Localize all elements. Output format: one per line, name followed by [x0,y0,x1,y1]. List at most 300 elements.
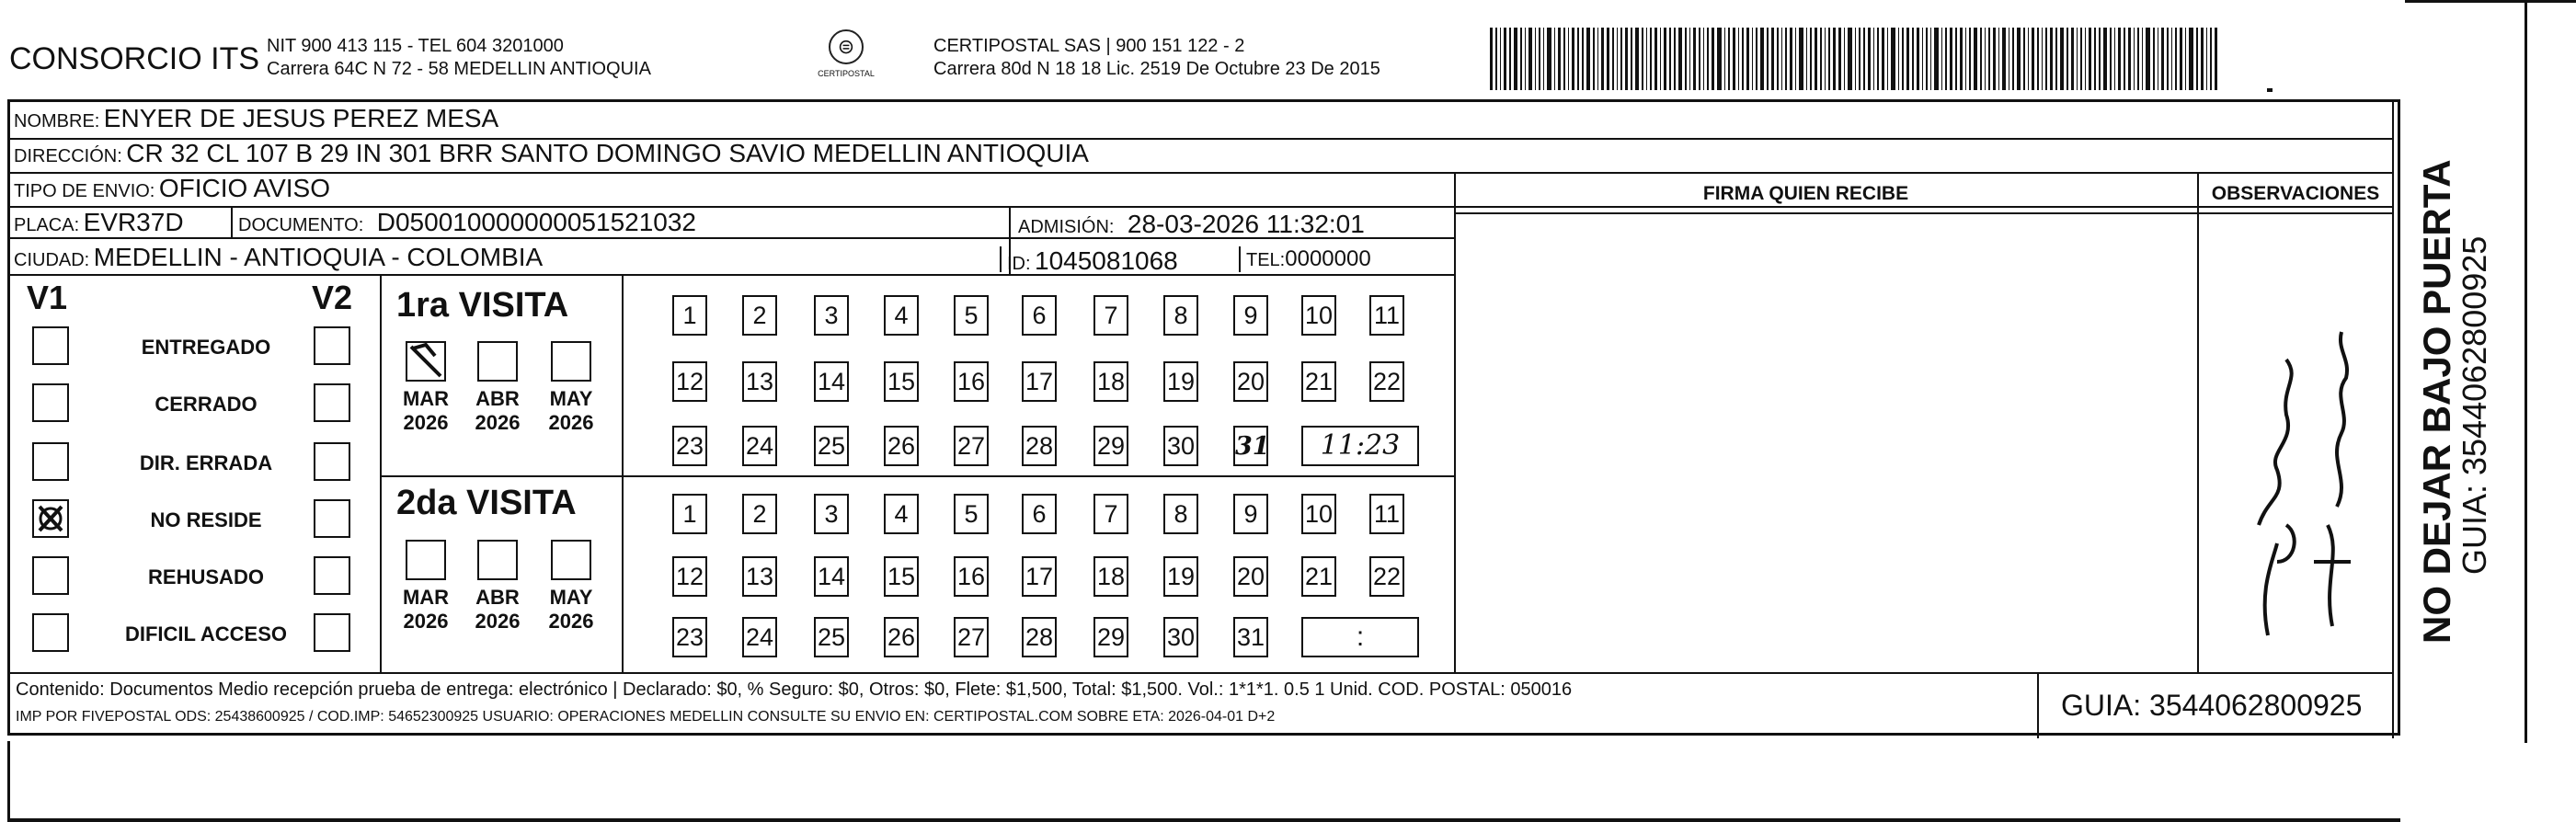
barcode-bar [2032,28,2034,90]
barcode-bar [1863,28,1865,90]
barcode-bar [1520,28,1522,90]
month-name: ABR [475,387,520,410]
day-box[interactable]: 18 [1093,361,1128,402]
barcode-bar [1767,28,1769,90]
barcode-bar [1998,28,2000,90]
month-name: MAY [549,586,593,609]
barcode-bar [2002,28,2005,90]
day-box[interactable]: 14 [814,556,849,597]
month-year: 2026 [548,610,594,633]
month-label [470,387,525,435]
barcode [1490,28,2220,90]
day-box[interactable]: 5 [954,494,989,534]
barcode-bar [2042,28,2044,90]
day-box[interactable]: 17 [1022,361,1057,402]
barcode-bar [1960,28,1963,90]
day-box[interactable]: 8 [1163,295,1198,336]
barcode-bar [1712,28,1714,90]
barcode-bar [1646,28,1648,90]
status-label: CERRADO [155,393,258,416]
direccion-label: DIRECCIÓN: [14,146,122,166]
v2-checkbox[interactable] [314,613,350,652]
row-divider [10,672,2392,674]
month-year: 2026 [475,411,521,434]
day-box[interactable]: 1 [672,295,707,336]
ciudad-label: CIUDAD: [14,250,90,270]
status-label: DIR. ERRADA [139,451,273,474]
barcode-bar [1912,28,1914,90]
first-visit-time[interactable] [1301,426,1419,466]
guia-vertical: GUIA: 3544062800925 [2456,235,2493,575]
day-box[interactable]: 22 [1369,361,1404,402]
day-box[interactable]: 8 [1163,494,1198,534]
barcode-bar [1917,28,1919,90]
col-divider [622,274,624,672]
barcode-bar [1504,28,1506,90]
ciudad-value: MEDELLIN - ANTIOQUIA - COLOMBIA [93,243,544,271]
month-label [398,586,453,634]
v1-checkbox[interactable] [32,613,69,652]
barcode-bar [2137,28,2139,90]
barcode-bar [1868,28,1871,90]
placa-value: EVR37D [83,208,184,236]
day-box[interactable]: 14 [814,361,849,402]
barcode-bar [2103,28,2108,90]
barcode-bar [1568,28,1570,90]
row-divider [10,274,1454,276]
barcode-bar [2171,28,2173,90]
barcode-bar [1955,28,1957,90]
barcode-bar [1539,28,1540,90]
month-checkbox[interactable] [551,341,591,382]
day-box[interactable]: 29 [1093,426,1128,466]
barcode-bar [1620,28,1622,90]
id-cell [1000,246,1178,275]
second-visit-title: 2da VISITA [396,484,577,522]
barcode-bar [1760,28,1765,90]
day-box[interactable]: 12 [672,361,707,402]
barcode-bar [1664,28,1666,90]
col-divider [380,274,382,672]
day-box[interactable]: 25 [814,617,849,657]
barcode-bar [1525,28,1527,90]
barcode-bar [2124,28,2125,90]
footer-line-1: Contenido: Documentos Medio recepción prueba de entrega: electrónico | Declarado: $0, % Seguro: $0, Otros: $0, Flete: $1,500, Total: $1,500. Vol.: 1*1*1. 0.5 1 Unid. COD. POSTAL: 050016 [16,679,1573,700]
barcode-bar [1728,28,1730,90]
second-visit-time[interactable]: : [1301,617,1419,657]
status-label: REHUSADO [148,565,264,588]
tipo-value: OFICIO AVISO [158,174,330,202]
day-box[interactable]: 31 [1233,617,1268,657]
id-value: 1045081068 [1035,246,1178,275]
day-box[interactable]: 5 [954,295,989,336]
barcode-bar [1965,28,1967,90]
barcode-bar [2060,28,2065,90]
status-label: ENTREGADO [141,336,271,359]
barcode-bar [2175,28,2177,90]
day-box[interactable]: 30 [1163,617,1198,657]
day-mark: 31 [1235,432,1270,461]
barcode-bar [2185,28,2187,90]
barcode-bar [1738,28,1740,90]
barcode-bar [1877,28,1879,90]
day-box[interactable]: 4 [884,494,919,534]
day-box[interactable]: 2 [742,494,777,534]
day-box[interactable]: 9 [1233,295,1268,336]
barcode-bar [2189,28,2193,90]
barcode-bar [1617,28,1619,90]
barcode-bar [1752,28,1754,90]
barcode-bar [1985,28,1986,90]
month-checkbox[interactable] [477,341,518,382]
observaciones-handwriting [2213,286,2378,663]
barcode-bar [1934,28,1939,90]
certi-line-1: CERTIPOSTAL SAS | 900 151 122 - 2 [933,36,1245,56]
barcode-bar [2201,28,2204,90]
day-box[interactable]: 10 [1301,295,1336,336]
barcode-bar [2158,28,2159,90]
barcode-bar [2037,28,2039,90]
top-edge [2405,0,2576,3]
barcode-bar [1825,28,1826,90]
barcode-bar [1795,28,1797,90]
barcode-bar [2167,28,2169,90]
day-box[interactable]: 9 [1233,494,1268,534]
barcode-bar [1790,28,1792,90]
month-checkbox[interactable] [551,540,591,580]
day-box[interactable]: 6 [1022,494,1057,534]
barcode-dot [2267,88,2273,92]
barcode-bar [1742,28,1744,90]
barcode-bar [1660,28,1662,90]
month-year: 2026 [548,411,594,434]
barcode-bar [2028,28,2030,90]
day-box[interactable]: 23 [672,617,707,657]
barcode-bar [1601,28,1604,90]
v2-header: V2 [312,279,353,316]
v1-checkbox[interactable] [32,556,69,595]
status-label: NO RESIDE [150,508,262,531]
nombre-value: ENYER DE JESUS PEREZ MESA [103,104,499,132]
barcode-bar [1558,28,1561,90]
v2-checkbox[interactable] [314,442,350,481]
month-checkbox[interactable] [477,540,518,580]
barcode-bar [1799,28,1803,90]
barcode-bar [1771,28,1774,90]
tel-value: 0000000 [1285,246,1371,271]
month-label [398,387,453,435]
day-box[interactable]: 6 [1022,295,1057,336]
barcode-bar [1642,28,1643,90]
barcode-bar [1974,28,1978,90]
barcode-bar [1717,28,1722,90]
barcode-bar [1577,28,1579,90]
barcode-bar [1678,28,1683,90]
observaciones-label: OBSERVACIONES [2211,183,2380,204]
footer-line-2: IMP POR FIVEPOSTAL ODS: 25438600925 / COD.IMP: 54652300925 USUARIO: OPERACIONES MEDELLIN CONSULTE SU ENVIO EN: CERTIPOSTAL.COM SOBRE ETA: 2026-04-01 D+2 [16,709,1276,725]
barcode-bar [1838,28,1841,90]
barcode-bar [1724,28,1726,90]
barcode-bar [2085,28,2087,90]
barcode-bar [1906,28,1909,90]
col-divider [1454,172,1456,672]
nit-line: NIT 900 413 115 - TEL 604 3201000 [267,36,564,56]
barcode-bar [1554,28,1556,90]
v1-checkbox[interactable] [32,326,69,365]
v2-checkbox[interactable] [314,383,350,422]
barcode-bar [2045,28,2047,90]
barcode-bar [1495,28,1497,90]
day-box[interactable]: 22 [1369,556,1404,597]
row-divider [1454,212,2392,214]
barcode-bar [1572,28,1574,90]
barcode-bar [1848,28,1852,90]
day-box[interactable]: 28 [1022,426,1057,466]
barcode-bar [1810,28,1812,90]
barcode-bar [1563,28,1565,90]
day-box[interactable]: 19 [1163,556,1198,597]
v1-checkbox[interactable] [32,499,69,538]
v2-checkbox[interactable] [314,556,350,595]
barcode-bar [1625,28,1628,90]
barcode-bar [1631,28,1632,90]
barcode-bar [1844,28,1846,90]
barcode-bar [1859,28,1860,90]
barcode-bar [2206,28,2208,90]
documento-cell [238,208,696,237]
day-box[interactable]: 20 [1233,361,1268,402]
col-divider [2197,172,2199,672]
placa-cell [14,208,184,237]
barcode-bar [1707,28,1709,90]
barcode-bar [2146,28,2150,90]
tipo-label: TIPO DE ENVIO: [14,181,155,201]
barcode-bar [1586,28,1591,90]
v2-checkbox[interactable] [314,326,350,365]
day-box[interactable]: 30 [1163,426,1198,466]
day-box[interactable]: 24 [742,426,777,466]
barcode-bar [1993,28,1996,90]
tipo-row [14,174,330,203]
day-box[interactable]: 2 [742,295,777,336]
barcode-bar [1612,28,1614,90]
day-box[interactable]: 3 [814,494,849,534]
day-box[interactable]: 29 [1093,617,1128,657]
barcode-bar [1607,28,1609,90]
barcode-bar [1980,28,1982,90]
barcode-bar [2023,28,2025,90]
barcode-bar [1582,28,1584,90]
day-box[interactable]: 17 [1022,556,1057,597]
barcode-bar [1785,28,1787,90]
footer-guia: GUIA: 3544062800925 [2061,689,2363,722]
barcode-bar [1597,28,1599,90]
barcode-bar [1815,28,1817,90]
barcode-bar [1902,28,1904,90]
barcode-bar [2180,28,2182,90]
barcode-bar [2089,28,2091,90]
barcode-bar [1535,28,1537,90]
barcode-bar [1500,28,1502,90]
barcode-bar [2210,28,2212,90]
logo-icon: ⊜ [829,29,864,64]
month-checkbox[interactable] [406,341,446,382]
day-box[interactable]: 3 [814,295,849,336]
day-box[interactable]: 11 [1369,494,1404,534]
day-box[interactable]: 21 [1301,361,1336,402]
barcode-bar [2017,28,2021,90]
barcode-bar [2196,28,2198,90]
day-box[interactable]: 1 [672,494,707,534]
day-box[interactable]: 13 [742,361,777,402]
month-checkbox[interactable] [406,540,446,580]
barcode-bar [2118,28,2121,90]
day-box[interactable]: 21 [1301,556,1336,597]
barcode-bar [2128,28,2131,90]
barcode-bar [1547,28,1551,90]
barcode-bar [1855,28,1857,90]
barcode-bar [2099,28,2101,90]
barcode-bar [1930,28,1932,90]
barcode-bar [1898,28,1900,90]
barcode-bar [1950,28,1952,90]
barcode-bar [1654,28,1657,90]
day-box[interactable]: 12 [672,556,707,597]
barcode-bar [2110,28,2112,90]
firma-label: FIRMA QUIEN RECIBE [1702,183,1909,204]
tel-label: TEL: [1246,250,1286,270]
barcode-bar [1635,28,1640,90]
barcode-bar [2009,28,2010,90]
day-box[interactable]: 7 [1093,494,1128,534]
day-box[interactable]: 4 [884,295,919,336]
status-label: DIFICIL ACCESO [124,622,287,645]
first-visit-title: 1ra VISITA [396,286,569,325]
barcode-bar [1891,28,1895,90]
day-box[interactable]: 26 [884,426,919,466]
barcode-bar [1669,28,1671,90]
v2-checkbox[interactable] [314,499,350,538]
barcode-bar [2142,28,2144,90]
col-divider [2037,672,2039,738]
company-contact [267,35,651,81]
barcode-bar [2094,28,2096,90]
day-box[interactable]: 27 [954,617,989,657]
day-box[interactable] [1233,426,1268,466]
barcode-bar [2067,28,2068,90]
tel-cell [1239,246,1371,272]
barcode-bar [2153,28,2155,90]
id-label: ID: [1007,254,1031,274]
documento-label: DOCUMENTO: [238,215,364,235]
barcode-bar [1806,28,1808,90]
barcode-bar [1685,28,1687,90]
barcode-bar [1777,28,1779,90]
day-box[interactable]: 10 [1301,494,1336,534]
barcode-bar [1941,28,1943,90]
bottom-edge [7,741,2400,822]
day-box[interactable]: 25 [814,426,849,466]
time-handwriting: 11:23 [1320,429,1401,462]
barcode-bar [1674,28,1676,90]
admision-label: ADMISIÓN: [1018,217,1115,237]
day-box[interactable]: 15 [884,361,919,402]
day-box[interactable]: 11 [1369,295,1404,336]
barcode-bar [2114,28,2116,90]
right-border [2392,102,2394,738]
month-label [544,586,599,634]
day-box[interactable]: 13 [742,556,777,597]
barcode-bar [1509,28,1511,90]
barcode-bar [1945,28,1947,90]
day-box[interactable]: 28 [1022,617,1057,657]
barcode-bar [2215,28,2217,90]
barcode-bar [1543,28,1545,90]
day-box[interactable]: 18 [1093,556,1128,597]
month-label [544,387,599,435]
v1-checkbox[interactable] [32,383,69,422]
documento-value: D050010000000051521032 [376,208,697,236]
direccion-row [14,139,1089,168]
day-box[interactable]: 27 [954,426,989,466]
v1-checkbox[interactable] [32,442,69,481]
day-box[interactable]: 7 [1093,295,1128,336]
barcode-bar [2077,28,2078,90]
certi-line-2: Carrera 80d N 18 18 Lic. 2519 De Octubre 23 De 2015 [933,59,1380,79]
barcode-bar [1988,28,1990,90]
day-box[interactable]: 24 [742,617,777,657]
month-name: MAR [402,387,450,410]
barcode-bar [1593,28,1595,90]
direccion-value: CR 32 CL 107 B 29 IN 301 BRR SANTO DOMINGO SAVIO MEDELLIN ANTIOQUIA [126,139,1089,167]
right-edge [2524,2,2527,743]
certipostal-info [933,35,1380,81]
day-box[interactable]: 16 [954,556,989,597]
month-name: ABR [475,586,520,609]
admision-cell [1018,210,1365,239]
barcode-bar [1873,28,1875,90]
barcode-bar [1528,28,1531,90]
barcode-bar [1833,28,1836,90]
day-box[interactable]: 26 [884,617,919,657]
no-dejar-text: NO DEJAR BAJO PUERTA [2415,159,2458,644]
day-box[interactable]: 19 [1163,361,1198,402]
month-name: MAR [402,586,450,609]
barcode-bar [1514,28,1518,90]
month-year: 2026 [403,411,449,434]
barcode-bar [1887,28,1889,90]
barcode-bar [2071,28,2074,90]
barcode-bar [1699,28,1700,90]
barcode-bar [1746,28,1749,90]
day-box[interactable]: 23 [672,426,707,466]
barcode-bar [1922,28,1924,90]
day-box[interactable]: 20 [1233,556,1268,597]
month-label [470,586,525,634]
barcode-bar [1756,28,1757,90]
month-year: 2026 [475,610,521,633]
day-box[interactable]: 16 [954,361,989,402]
barcode-bar [1828,28,1830,90]
logo-text: CERTIPOSTAL [818,69,875,78]
month-year: 2026 [403,610,449,633]
certipostal-logo [809,29,883,85]
address-line: Carrera 64C N 72 - 58 MEDELLIN ANTIOQUIA [267,59,651,79]
day-box[interactable]: 15 [884,556,919,597]
barcode-bar [1781,28,1783,90]
barcode-bar [1820,28,1822,90]
barcode-bar [1969,28,1971,90]
